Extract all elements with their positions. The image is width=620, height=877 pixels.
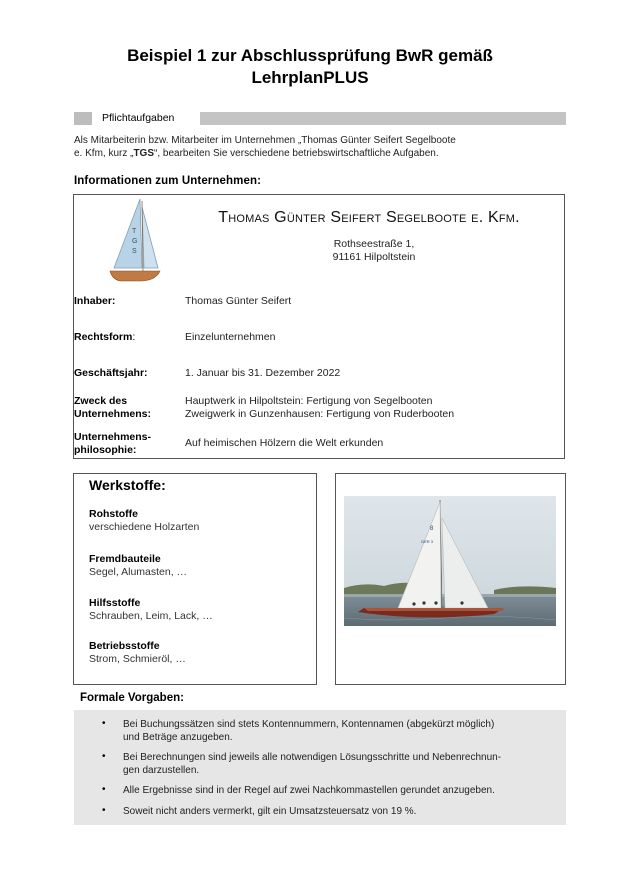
company-name: Thomas Günter Seifert Segelboote e. Kfm.	[218, 209, 520, 226]
werkstoff-value: Segel, Alumasten, …	[89, 566, 188, 578]
logo-letter-g: G	[132, 238, 138, 245]
bullet-marker: •	[102, 718, 106, 729]
formale-item: Soweit nicht anders vermerkt, gilt ein Umsatzsteuersatz von 19 %.	[123, 806, 417, 817]
owner-value: Thomas Günter Seifert	[185, 295, 292, 307]
formale-item-line-1: Bei Berechnungen sind jeweils alle notwendigen Lösungsschritte und Nebenrechnun-	[123, 752, 502, 763]
logo-letter-s: S	[132, 248, 137, 255]
formale-heading: Formale Vorgaben:	[80, 692, 184, 704]
page-title	[0, 45, 620, 89]
section-bar-fill	[200, 112, 566, 125]
formale-box	[74, 710, 566, 825]
philosophy-label-line-1: Unternehmens-	[74, 431, 152, 443]
werkstoff-name: Rohstoffe	[89, 508, 138, 520]
intro-line-2-post: “, bearbeiten Sie verschiedene betriebswirtschaftliche Aufgaben.	[154, 148, 439, 159]
formale-item	[123, 718, 553, 744]
werkstoff-value: Schrauben, Leim, Lack, …	[89, 610, 213, 622]
legal-form-value: Einzelunternehmen	[185, 331, 276, 343]
legal-form-label	[74, 331, 135, 344]
bullet-marker: •	[102, 784, 106, 795]
intro-abbrev: TGS	[133, 148, 155, 159]
purpose-value-line-1: Hauptwerk in Hilpoltstein: Fertigung von Segelbooten	[185, 395, 433, 407]
sailboat-logo-icon	[106, 197, 162, 285]
purpose-label	[74, 395, 151, 421]
intro-line-1: Als Mitarbeiterin bzw. Mitarbeiter im Unternehmen „Thomas Günter Seifert Segelboote	[74, 135, 456, 146]
intro-text	[74, 134, 566, 160]
purpose-label-line-2: Unternehmens:	[74, 408, 152, 420]
page-title-line-2: LehrplanPLUS	[251, 68, 369, 87]
werkstoff-value: Strom, Schmieröl, …	[89, 653, 186, 665]
section-label: Pflichtaufgaben	[102, 112, 175, 124]
purpose-value	[185, 395, 454, 421]
werkstoff-name: Hilfsstoffe	[89, 597, 141, 609]
company-info-box	[73, 194, 565, 459]
intro-line-2	[74, 147, 566, 160]
philosophy-label-line-2: philosophie:	[74, 444, 137, 456]
company-street: Rothseestraße 1,	[333, 238, 415, 250]
legal-form-label-text: Rechtsform	[74, 331, 133, 343]
section-bar-marker	[74, 112, 92, 125]
intro-line-2-pre: e. Kfm, kurz „	[74, 148, 134, 159]
formale-item-line-1: Bei Buchungssätzen sind stets Kontennummern, Kontennamen (abgekürzt möglich)	[123, 719, 495, 730]
formale-item-line-2: gen darzustellen.	[123, 765, 200, 776]
purpose-value-line-2: Zweigwerk in Gunzenhausen: Fertigung von Ruderbooten	[185, 408, 455, 420]
sailboat-photo	[344, 496, 556, 626]
photo-box	[335, 473, 566, 685]
werkstoffe-box	[73, 473, 317, 685]
formale-item-line-2: und Beträge anzugeben.	[123, 732, 233, 743]
philosophy-label	[74, 431, 151, 457]
fiscal-year-value: 1. Januar bis 31. Dezember 2022	[185, 367, 341, 379]
formale-item: Alle Ergebnisse sind in der Regel auf zwei Nachkommastellen gerundet anzugeben.	[123, 785, 495, 796]
info-heading: Informationen zum Unternehmen:	[74, 175, 262, 187]
werkstoffe-title: Werkstoffe:	[89, 477, 166, 493]
owner-label: Inhaber:	[74, 295, 116, 307]
logo-letter-t: T	[132, 228, 137, 235]
section-bar-pflichtaufgaben	[74, 112, 566, 125]
sail-emblem: 8	[430, 526, 434, 532]
company-city: 91161 Hilpoltstein	[332, 251, 416, 263]
purpose-label-line-1: Zweck des	[74, 395, 128, 407]
werkstoff-name: Fremdbauteile	[89, 553, 161, 565]
fiscal-year-label: Geschäftsjahr:	[74, 367, 148, 379]
legal-form-colon: :	[132, 331, 136, 343]
bullet-marker: •	[102, 805, 106, 816]
sail-number: GER 3	[421, 539, 434, 544]
bullet-marker: •	[102, 751, 106, 762]
page-title-line-1: Beispiel 1 zur Abschlussprüfung BwR gemäß	[127, 46, 493, 65]
formale-item	[123, 751, 553, 777]
philosophy-value: Auf heimischen Hölzern die Welt erkunden	[185, 437, 384, 449]
werkstoff-value: verschiedene Holzarten	[89, 521, 200, 533]
werkstoff-name: Betriebsstoffe	[89, 640, 160, 652]
